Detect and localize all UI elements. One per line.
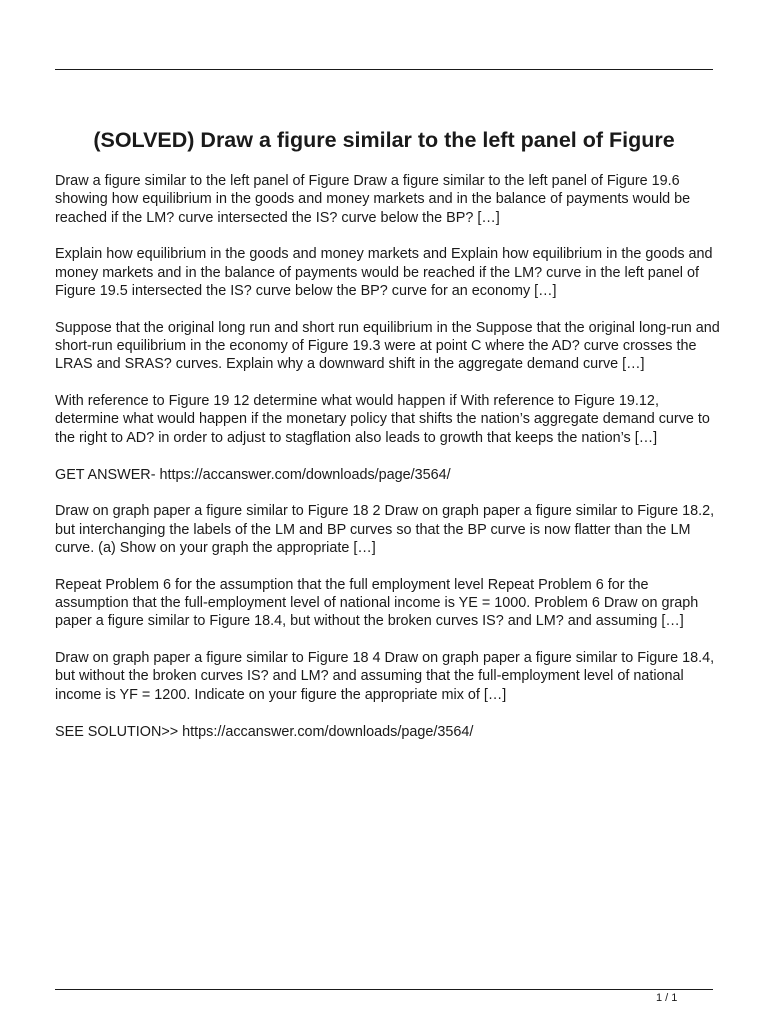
- paragraph-6: Repeat Problem 6 for the assumption that the full employment level Repeat Problem 6 for the assumption that the full-employment level of national income is YE = 1000. Problem 6 Draw on graph paper a figure similar to Figure 18.4, but without the broken curves IS? and LM? and assuming […]: [55, 576, 699, 630]
- bottom-rule: [55, 989, 713, 990]
- document-title: (SOLVED) Draw a figure similar to the left panel of Figure: [93, 128, 675, 152]
- document-body: [55, 172, 721, 759]
- see-solution-line: SEE SOLUTION>> https://accanswer.com/downloads/page/3564/: [55, 723, 474, 740]
- get-answer-line: GET ANSWER- https://accanswer.com/downloads/page/3564/: [55, 466, 451, 483]
- paragraph-3: Suppose that the original long run and short run equilibrium in the Suppose that the original long-run and short-run equilibrium in the economy of Figure 19.3 were at point C where the AD? curve crosses the LRAS and SRAS? curves. Explain why a downward shift in the aggregate demand curve […]: [55, 319, 720, 373]
- page-number: 1 / 1: [656, 992, 678, 1004]
- paragraph-5: Draw on graph paper a figure similar to Figure 18 2 Draw on graph paper a figure similar to Figure 18.2, but interchanging the labels of the LM and BP curves so that the BP curve is now flatter than the LM curve. (a) Show on your graph the appropriate […]: [55, 503, 715, 556]
- paragraph-7: Draw on graph paper a figure similar to Figure 18 4 Draw on graph paper a figure similar to Figure 18.4, but without the broken curves IS? and LM? and assuming that the full-employment level of national income is YF = 1200. Indicate on your figure the appropriate mix of […]: [55, 650, 715, 703]
- paragraph-1: Draw a figure similar to the left panel of Figure Draw a figure similar to the left panel of Figure 19.6 showing how equilibrium in the goods and money markets and in the balance of payments would be reached if the LM? curve intersected the IS? curve below the BP? […]: [55, 173, 691, 226]
- paragraph-4: With reference to Figure 19 12 determine what would happen if With reference to Figure 19.12, determine what would happen if the monetary policy that shifts the nation’s aggregate demand curve to the right to AD? in order to adjust to stagflation also leads to growth that keeps the nation’s […]: [55, 393, 710, 446]
- paragraph-2: Explain how equilibrium in the goods and money markets and Explain how equilibrium in the goods and money markets and in the balance of payments would be reached if the LM? curve in the left panel of Figure 19.5 intersected the IS? curve below the BP? curve for an economy […]: [55, 246, 713, 299]
- top-rule: [55, 69, 713, 70]
